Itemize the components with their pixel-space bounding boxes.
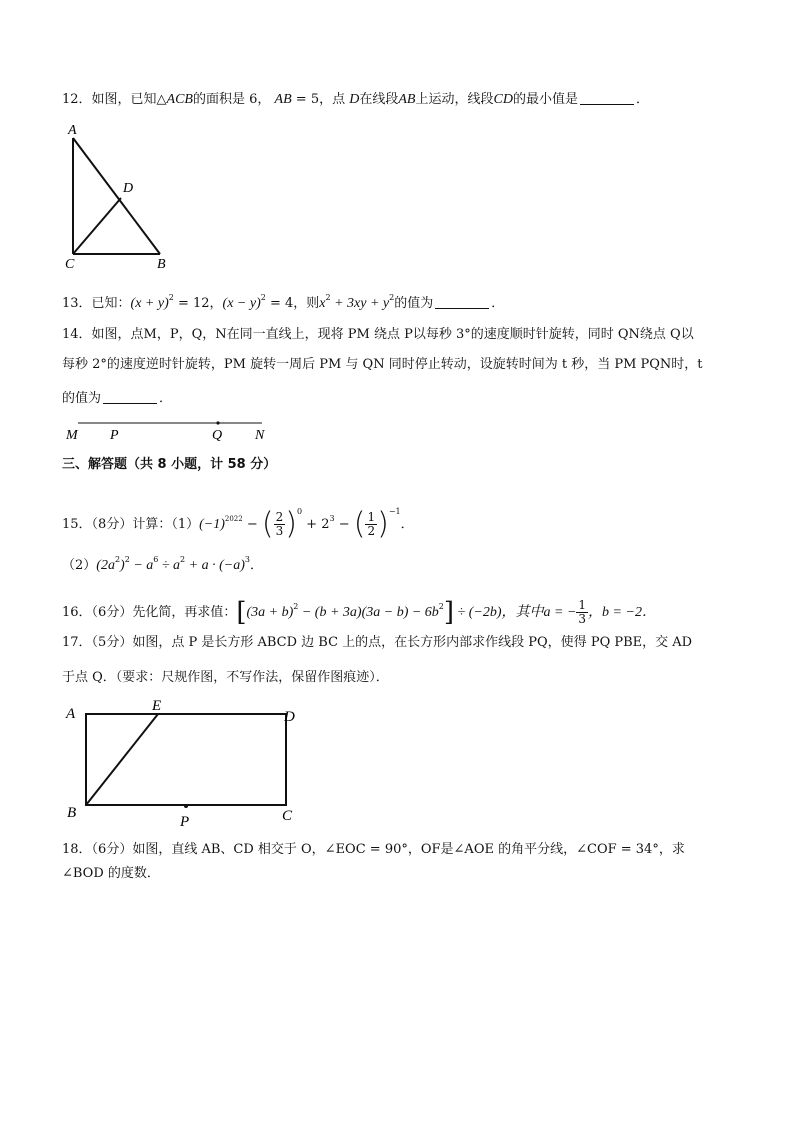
q12-mid3: 上运动，线段 xyxy=(415,92,494,107)
q14-label-q: Q xyxy=(212,428,223,443)
q14-label-n: N xyxy=(255,428,265,443)
q15-paren-open-2: ( xyxy=(353,506,366,542)
q12-triangle-name: ACB xyxy=(166,92,193,107)
q15-f1-num: 2 xyxy=(275,510,284,524)
q13-answer-blank[interactable] xyxy=(435,295,489,309)
q16-exp: 2 xyxy=(293,602,299,611)
q14-label-m: M xyxy=(66,428,78,443)
q14-line2: 每秒 2°的速度逆时针旋转，PM 旋转一周后 PM 与 QN 同时停止转动，设旋转时间为 t 秒，当 PM PQN时，t xyxy=(62,357,703,372)
q15-f2-num: 1 xyxy=(367,510,376,524)
q13-expr2: (x − y) xyxy=(222,296,261,311)
q16-div: ÷ (−2b)，其中 xyxy=(454,605,544,620)
q15-p1c: + 2 xyxy=(302,517,330,532)
q15-p2b-exp: 6 xyxy=(153,555,159,564)
q17-label-b: B xyxy=(67,805,77,821)
q16-a-eq: a = − xyxy=(543,605,577,620)
q12-prefix: 12．如图，已知△ xyxy=(62,92,167,107)
q15-p2c: ÷ a xyxy=(158,558,181,573)
q14-answer-blank[interactable] xyxy=(103,390,157,404)
q15-part1 xyxy=(62,492,414,545)
q14-end: ． xyxy=(159,391,173,406)
q12-suffix: 的最小值是 xyxy=(512,92,578,107)
q12-label-a: A xyxy=(68,123,77,138)
q12-mid2: 在线段 xyxy=(359,92,399,107)
q15-p1c-exp: 3 xyxy=(329,514,335,523)
q15-p2d: + a · (−a) xyxy=(185,558,245,573)
q17-line1: 17．（5分）如图，点 P 是长方形 ABCD 边 BC 上的点，在长方形内部求作线段 PQ，使得 PQ PBE，交 AD xyxy=(62,635,693,650)
q16-expr2: − (b + 3a)(3a − b) − 6b xyxy=(298,605,439,620)
q15-p1a-exp: 2022 xyxy=(224,515,243,523)
q15-fraction-1 xyxy=(274,511,286,538)
q17-label-p: P xyxy=(180,814,190,828)
q16-bracket-close: ] xyxy=(443,597,455,628)
q12-ab: AB xyxy=(274,92,292,107)
q13-exp1: 2 xyxy=(168,293,174,302)
q15-paren-open-1: ( xyxy=(261,506,274,542)
q12-end: ． xyxy=(635,92,649,107)
q15-p1a: (−1) xyxy=(199,517,225,532)
q12-label-d: D xyxy=(123,181,134,196)
q15-p2c-exp: 2 xyxy=(180,555,186,564)
q18-line1: 18．（6分）如图，直线 AB、CD 相交于 O，∠EOC = 90°，OF是∠AOE 的角平分线，∠COF = 34°，求 xyxy=(62,842,685,857)
q16-bracket-open: [ xyxy=(236,597,247,628)
q18-line2: ∠BOD 的度数． xyxy=(62,866,160,881)
q16-b-eq: ，b = −2． xyxy=(588,605,656,620)
q15-part2-prefix: （2） xyxy=(62,558,97,573)
q12-ab2: AB xyxy=(398,92,416,107)
q12-area-text: 的面积是 6， xyxy=(193,92,271,107)
q13-val1: = 12， xyxy=(173,296,223,311)
q14-figure xyxy=(62,418,282,444)
q17-label-a: A xyxy=(66,706,76,722)
q15-p2a: (2a xyxy=(96,558,115,573)
q15-p2a-close: ) xyxy=(120,558,125,573)
q15-p2d-exp: 3 xyxy=(244,555,250,564)
q16-fraction xyxy=(576,599,588,626)
q16-exp2: 2 xyxy=(438,602,444,611)
q15-paren-close-1: ) xyxy=(285,506,297,542)
q15-end1: ． xyxy=(400,517,414,532)
q15-part2 xyxy=(62,550,263,576)
q13-exp3a: 2 xyxy=(325,293,331,302)
q13-text xyxy=(62,288,504,314)
q16-prefix: 16．（6分）先化简，再求值： xyxy=(62,605,237,620)
q12-cd: CD xyxy=(493,92,513,107)
q15-p2b: − a xyxy=(129,558,154,573)
q13-exp3b: 2 xyxy=(389,293,395,302)
q13-prefix: 13．已知： xyxy=(62,296,131,311)
q14-line1: 14．如图，点M，P，Q，N在同一直线上，现将 PM 绕点 P以每秒 3°的速度顺时针旋转，同时 QN绕点 Q以 xyxy=(62,327,694,342)
q15-f1-exp: 0 xyxy=(296,507,303,516)
q12-text xyxy=(62,90,649,110)
q12-answer-blank[interactable] xyxy=(580,91,634,105)
q15-p1d: − xyxy=(334,517,354,532)
q13-suffix: 的值为 xyxy=(394,296,434,311)
q15-p1b: − xyxy=(242,517,262,532)
q15-fraction-2 xyxy=(365,511,377,538)
q17-label-e: E xyxy=(152,698,162,714)
section-3-heading: 三、解答题（共 8 小题，计 58 分） xyxy=(62,457,277,472)
q15-p2a-exp: 2 xyxy=(114,555,121,564)
q16-expr: (3a + b) xyxy=(246,605,294,620)
q16-text xyxy=(62,590,656,630)
q16-f-den: 3 xyxy=(578,612,587,626)
q13-val2: = 4，则 xyxy=(265,296,320,311)
q15-end2: ． xyxy=(249,558,263,573)
q12-d: D xyxy=(349,92,360,107)
q12-figure xyxy=(62,118,172,270)
q17-figure xyxy=(62,696,312,828)
q15-p2a-exp2: 2 xyxy=(124,555,130,564)
q13-expr3b: + 3xy + y xyxy=(330,296,390,311)
q17-label-c: C xyxy=(282,808,293,824)
q17-line2: 于点 Q．（要求：尺规作图，不写作法，保留作图痕迹）． xyxy=(62,670,389,685)
q12-ab-value: = 5，点 xyxy=(291,92,346,107)
q14-line3-text: 的值为 xyxy=(62,391,102,406)
q12-label-c: C xyxy=(65,257,75,270)
q13-exp2: 2 xyxy=(260,293,266,302)
q15-f2-exp: −1 xyxy=(388,507,401,516)
q15-paren-close-2: ) xyxy=(377,506,389,542)
q15-f1-den: 3 xyxy=(275,524,284,538)
q12-label-b: B xyxy=(157,257,166,270)
q15-part1-prefix: 15．（8分）计算：（1） xyxy=(62,517,200,532)
q16-f-num: 1 xyxy=(578,598,587,612)
q13-expr3a: x xyxy=(319,296,326,311)
q14-label-p: P xyxy=(110,428,119,443)
q13-expr1: (x + y) xyxy=(130,296,169,311)
q15-f2-den: 2 xyxy=(367,524,376,538)
q13-end: ． xyxy=(491,296,505,311)
q14-line3 xyxy=(62,389,172,409)
q17-label-d: D xyxy=(284,709,295,725)
